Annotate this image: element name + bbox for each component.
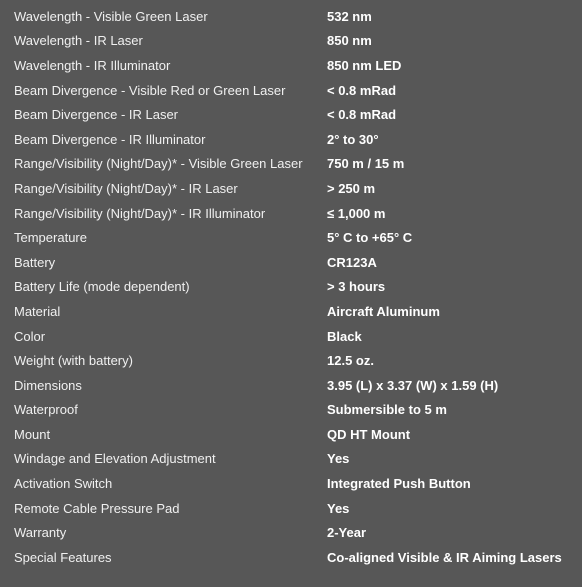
spec-label: Remote Cable Pressure Pad bbox=[14, 500, 180, 516]
spec-value: 2° to 30° bbox=[327, 131, 379, 147]
spec-label: Special Features bbox=[14, 549, 112, 565]
spec-label: Beam Divergence - IR Laser bbox=[14, 107, 179, 123]
spec-value: 5° C to +65° C bbox=[327, 230, 413, 246]
spec-value: > 250 m bbox=[327, 180, 376, 196]
spec-row bbox=[0, 275, 582, 300]
spec-value: 2-Year bbox=[327, 525, 367, 541]
spec-row bbox=[0, 299, 582, 324]
spec-row bbox=[0, 201, 582, 226]
spec-value: Co-aligned Visible & IR Aiming Lasers bbox=[327, 549, 562, 565]
spec-row bbox=[0, 447, 582, 472]
spec-row bbox=[0, 29, 582, 54]
specifications-table bbox=[0, 4, 582, 570]
spec-value: Black bbox=[327, 328, 362, 344]
spec-label: Wavelength - Visible Green Laser bbox=[14, 8, 208, 24]
spec-value: 850 nm bbox=[327, 33, 372, 49]
spec-value: Yes bbox=[327, 451, 350, 467]
spec-value: Integrated Push Button bbox=[327, 476, 471, 492]
spec-value: Yes bbox=[327, 500, 350, 516]
spec-label: Material bbox=[14, 303, 61, 319]
spec-value: 3.95 (L) x 3.37 (W) x 1.59 (H) bbox=[327, 377, 499, 393]
spec-row bbox=[0, 102, 582, 127]
spec-row bbox=[0, 373, 582, 398]
spec-label: Range/Visibility (Night/Day)* - Visible Green Laser bbox=[14, 156, 303, 172]
spec-row bbox=[0, 471, 582, 496]
spec-label: Temperature bbox=[14, 230, 87, 246]
spec-row bbox=[0, 545, 582, 570]
spec-value: < 0.8 mRad bbox=[327, 107, 397, 123]
spec-label: Range/Visibility (Night/Day)* - IR Laser bbox=[14, 180, 238, 196]
spec-label: Range/Visibility (Night/Day)* - IR Illuminator bbox=[14, 205, 266, 221]
spec-row bbox=[0, 4, 582, 29]
spec-label: Waterproof bbox=[14, 402, 78, 418]
spec-value: 750 m / 15 m bbox=[327, 156, 405, 172]
spec-row bbox=[0, 348, 582, 373]
spec-value: < 0.8 mRad bbox=[327, 82, 397, 98]
spec-row bbox=[0, 152, 582, 177]
spec-value: 532 nm bbox=[327, 8, 372, 24]
spec-label: Beam Divergence - Visible Red or Green Laser bbox=[14, 82, 286, 98]
spec-label: Beam Divergence - IR Illuminator bbox=[14, 131, 206, 147]
spec-value: QD HT Mount bbox=[327, 426, 411, 442]
spec-row bbox=[0, 398, 582, 423]
spec-value: Submersible to 5 m bbox=[327, 402, 447, 418]
spec-label: Windage and Elevation Adjustment bbox=[14, 451, 216, 467]
spec-label: Wavelength - IR Laser bbox=[14, 33, 143, 49]
spec-label: Weight (with battery) bbox=[14, 353, 133, 369]
spec-label: Battery Life (mode dependent) bbox=[14, 279, 190, 295]
spec-label: Warranty bbox=[14, 525, 67, 541]
spec-row bbox=[0, 496, 582, 521]
spec-row bbox=[0, 225, 582, 250]
spec-label: Mount bbox=[14, 426, 51, 442]
spec-label: Activation Switch bbox=[14, 476, 113, 492]
spec-row bbox=[0, 78, 582, 103]
spec-row bbox=[0, 127, 582, 152]
spec-label: Color bbox=[14, 328, 46, 344]
spec-value: 12.5 oz. bbox=[327, 353, 374, 369]
spec-row bbox=[0, 422, 582, 447]
spec-row bbox=[0, 53, 582, 78]
spec-row bbox=[0, 520, 582, 545]
spec-row bbox=[0, 250, 582, 275]
spec-value: 850 nm LED bbox=[327, 57, 402, 73]
spec-value: CR123A bbox=[327, 254, 377, 270]
spec-row bbox=[0, 324, 582, 349]
spec-label: Battery bbox=[14, 254, 56, 270]
spec-value: Aircraft Aluminum bbox=[327, 303, 440, 319]
spec-label: Dimensions bbox=[14, 377, 82, 393]
spec-row bbox=[0, 176, 582, 201]
spec-label: Wavelength - IR Illuminator bbox=[14, 57, 171, 73]
spec-value: ≤ 1,000 m bbox=[327, 205, 386, 221]
spec-value: > 3 hours bbox=[327, 279, 386, 295]
